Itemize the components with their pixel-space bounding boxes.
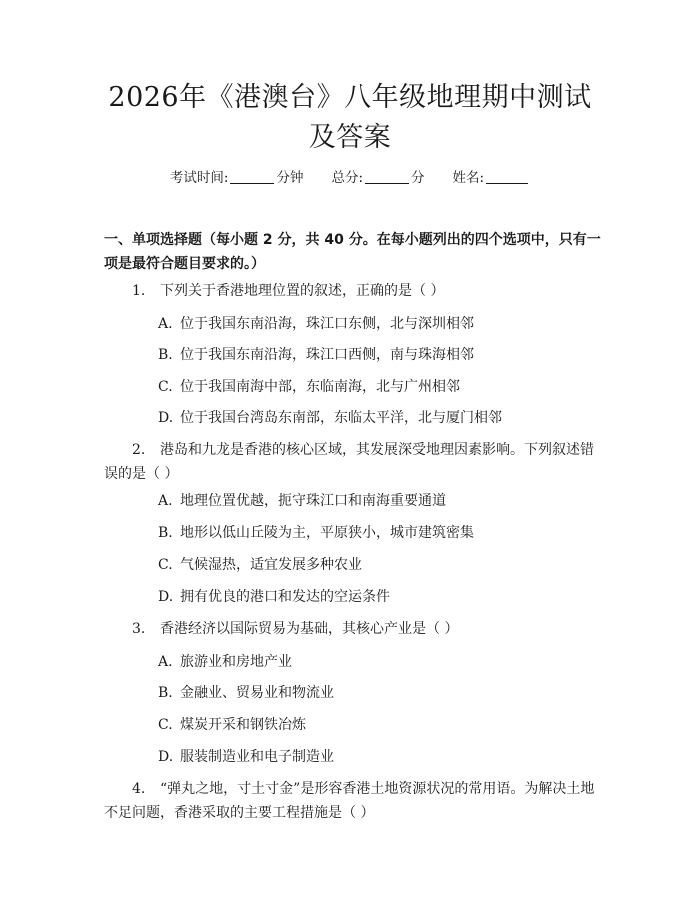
option-2d[interactable] [158,587,598,607]
option-3c[interactable] [158,715,598,735]
option-letter: D. [158,410,174,426]
option-text: 地理位置优越，扼守珠江口和南海重要通道 [180,493,446,509]
option-2b[interactable] [158,523,598,543]
option-letter: B. [158,525,173,541]
option-letter: B. [158,685,173,701]
option-1b[interactable] [158,345,598,365]
option-letter: D. [158,589,174,605]
page-title: 2026年《港澳台》八年级地理期中测试及答案 [108,82,592,153]
question-number: 1. [132,283,146,299]
option-text: 服装制造业和电子制造业 [180,749,334,765]
question-stem: 香港经济以国际贸易为基础，其核心产业是（ ） [160,621,459,637]
name-field [453,168,531,188]
option-text: 旅游业和房地产业 [180,654,292,670]
time-field [170,168,304,188]
option-1a[interactable] [158,314,598,334]
option-letter: A. [158,493,173,509]
time-blank[interactable] [230,169,274,184]
option-2c[interactable] [158,555,598,575]
option-3a[interactable] [158,652,598,672]
name-blank[interactable] [486,169,528,184]
option-letter: D. [158,749,174,765]
option-text: 位于我国南海中部，东临南海，北与广州相邻 [180,379,460,395]
question-3 [104,617,604,641]
score-blank[interactable] [365,169,409,184]
option-3b[interactable] [158,683,598,703]
option-1c[interactable] [158,377,598,397]
question-stem: 下列关于香港地理位置的叙述，正确的是（ ） [160,283,445,299]
option-text: 位于我国东南沿海，珠江口西侧，南与珠海相邻 [180,347,474,363]
score-label: 总分: [331,170,364,186]
option-text: 位于我国东南沿海，珠江口东侧，北与深圳相邻 [180,316,474,332]
question-stem: 港岛和九龙是香港的核心区域，其发展深受地理因素影响。下列叙述错误的是（ ） [104,442,594,482]
time-label: 考试时间: [169,170,229,186]
question-1 [104,279,604,303]
option-3d[interactable] [158,747,598,767]
score-unit: 分 [411,170,425,186]
time-unit: 分钟 [276,170,304,186]
section-heading: 一、单项选择题（每小题 2 分，共 40 分。在每小题列出的四个选项中，只有一项是最符合题目要求的。） [104,232,601,272]
option-1d[interactable] [158,408,598,428]
option-2a[interactable] [158,491,598,511]
option-text: 拥有优良的港口和发达的空运条件 [180,589,390,605]
option-letter: B. [158,347,173,363]
question-stem: “弹丸之地，寸土寸金”是形容香港土地资源状况的常用语。为解决土地不足问题，香港采取的主要工程措施是（ ） [104,781,595,821]
question-4 [104,777,604,825]
option-text: 气候湿热，适宜发展多种农业 [180,557,362,573]
option-letter: A. [158,316,173,332]
option-letter: C. [158,717,173,733]
option-text: 煤炭开采和钢铁冶炼 [180,717,306,733]
name-label: 姓名: [452,170,485,186]
option-letter: C. [158,557,173,573]
question-number: 2. [132,442,146,458]
question-number: 4. [132,781,146,797]
question-number: 3. [132,621,146,637]
option-text: 金融业、贸易业和物流业 [180,685,334,701]
option-letter: A. [158,654,173,670]
question-2 [104,438,604,486]
score-field [331,168,424,188]
exam-meta [0,168,700,188]
option-text: 地形以低山丘陵为主，平原狭小，城市建筑密集 [180,525,474,541]
option-letter: C. [158,379,173,395]
option-text: 位于我国台湾岛东南部，东临太平洋，北与厦门相邻 [180,410,502,426]
